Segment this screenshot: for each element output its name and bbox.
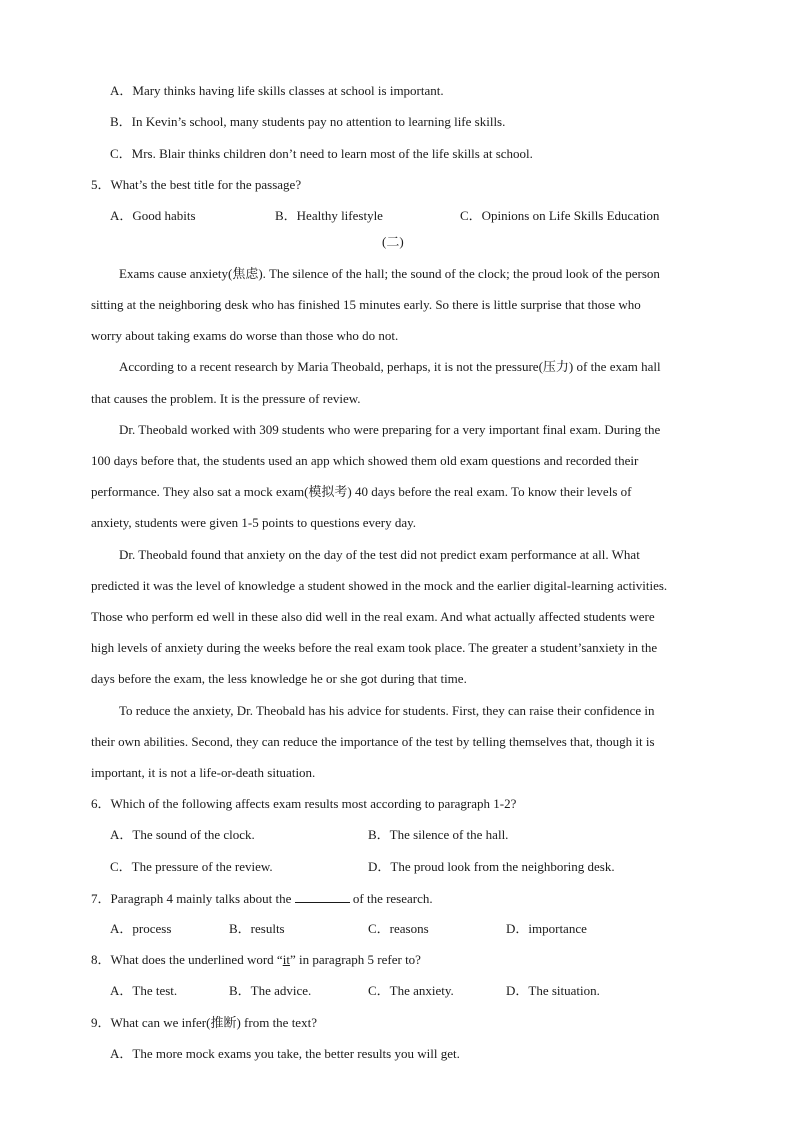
passage-p4-line-2: predicted it was the level of knowledge a student showed in the mock and the earlier digital-learning activities. bbox=[91, 578, 668, 593]
q8-question-end: ” in paragraph 5 refer to? bbox=[289, 952, 421, 967]
q8-option-d: D．The situation. bbox=[506, 983, 600, 998]
q8-option-a: A．The test. bbox=[110, 983, 178, 998]
q4-option-c: C．Mrs. Blair thinks children don’t need to learn most of the life skills at school. bbox=[110, 146, 533, 161]
q5-option-a: A．Good habits bbox=[110, 208, 196, 223]
q6-option-b: B．The silence of the hall. bbox=[368, 827, 509, 842]
passage-p3-line-1: Dr. Theobald worked with 309 students who were preparing for a very important final exam. During the bbox=[119, 422, 661, 437]
q7-option-d: D．importance bbox=[506, 921, 587, 936]
q6-question: 6．Which of the following affects exam results most according to paragraph 1-2? bbox=[91, 796, 517, 811]
q7-question bbox=[91, 890, 433, 907]
q8-option-b: B．The advice. bbox=[229, 983, 312, 998]
passage-p2-line-2: that causes the problem. It is the pressure of review. bbox=[91, 391, 361, 406]
q8-option-c: C．The anxiety. bbox=[368, 983, 454, 998]
q7-question-end: of the research. bbox=[352, 891, 433, 906]
q8-underlined-word: it bbox=[282, 952, 290, 967]
passage-p4-line-5: days before the exam, the less knowledge he or she got during that time. bbox=[91, 671, 467, 686]
q7-option-b: B．results bbox=[229, 921, 285, 936]
q7-option-c: C．reasons bbox=[368, 921, 429, 936]
passage-p3-line-3: performance. They also sat a mock exam(模拟考) 40 days before the real exam. To know their levels of bbox=[91, 484, 632, 499]
q6-option-c: C．The pressure of the review. bbox=[110, 859, 273, 874]
q5-option-c: C．Opinions on Life Skills Education bbox=[460, 208, 660, 223]
passage-p3-line-4: anxiety, students were given 1-5 points to questions every day. bbox=[91, 515, 417, 530]
q8-question bbox=[91, 952, 421, 968]
q6-option-d: D．The proud look from the neighboring desk. bbox=[368, 859, 615, 874]
passage-p1-line-3: worry about taking exams do worse than those who do not. bbox=[91, 328, 399, 343]
section-heading: (二) bbox=[382, 234, 404, 249]
q7-answer-blank bbox=[295, 890, 350, 903]
passage-p3-line-2: 100 days before that, the students used an app which showed them old exam questions and recorded their bbox=[91, 453, 639, 468]
passage-p5-line-2: their own abilities. Second, they can reduce the importance of the test by telling themselves that, though it is bbox=[91, 734, 655, 749]
passage-p4-line-1: Dr. Theobald found that anxiety on the day of the test did not predict exam performance at all. What bbox=[119, 547, 640, 562]
q4-option-b: B．In Kevin’s school, many students pay no attention to learning life skills. bbox=[110, 114, 506, 129]
passage-p2-line-1: According to a recent research by Maria Theobald, perhaps, it is not the pressure(压力) of the exam hall bbox=[119, 359, 661, 374]
passage-p4-line-4: high levels of anxiety during the weeks before the real exam took place. The greater a student’sanxiety in the bbox=[91, 640, 658, 655]
q7-option-a: A．process bbox=[110, 921, 172, 936]
q6-option-a: A．The sound of the clock. bbox=[110, 827, 255, 842]
q9-option-a: A．The more mock exams you take, the better results you will get. bbox=[110, 1046, 460, 1061]
passage-p1-line-1: Exams cause anxiety(焦虑). The silence of the hall; the sound of the clock; the proud look of the person bbox=[119, 266, 660, 281]
q5-option-b: B．Healthy lifestyle bbox=[275, 208, 383, 223]
q7-question-start: 7．Paragraph 4 mainly talks about the bbox=[91, 891, 292, 906]
passage-p5-line-1: To reduce the anxiety, Dr. Theobald has his advice for students. First, they can raise their confidence in bbox=[119, 703, 655, 718]
q4-option-a: A．Mary thinks having life skills classes at school is important. bbox=[110, 83, 444, 98]
passage-p4-line-3: Those who perform ed well in these also did well in the real exam. And what actually affected students were bbox=[91, 609, 655, 624]
passage-p5-line-3: important, it is not a life-or-death situation. bbox=[91, 765, 316, 780]
q5-question: 5．What’s the best title for the passage? bbox=[91, 177, 302, 192]
q9-question: 9．What can we infer(推断) from the text? bbox=[91, 1015, 317, 1030]
passage-p1-line-2: sitting at the neighboring desk who has finished 15 minutes early. So there is little surprise that those who bbox=[91, 297, 641, 312]
q8-question-start: 8．What does the underlined word “ bbox=[91, 952, 283, 967]
